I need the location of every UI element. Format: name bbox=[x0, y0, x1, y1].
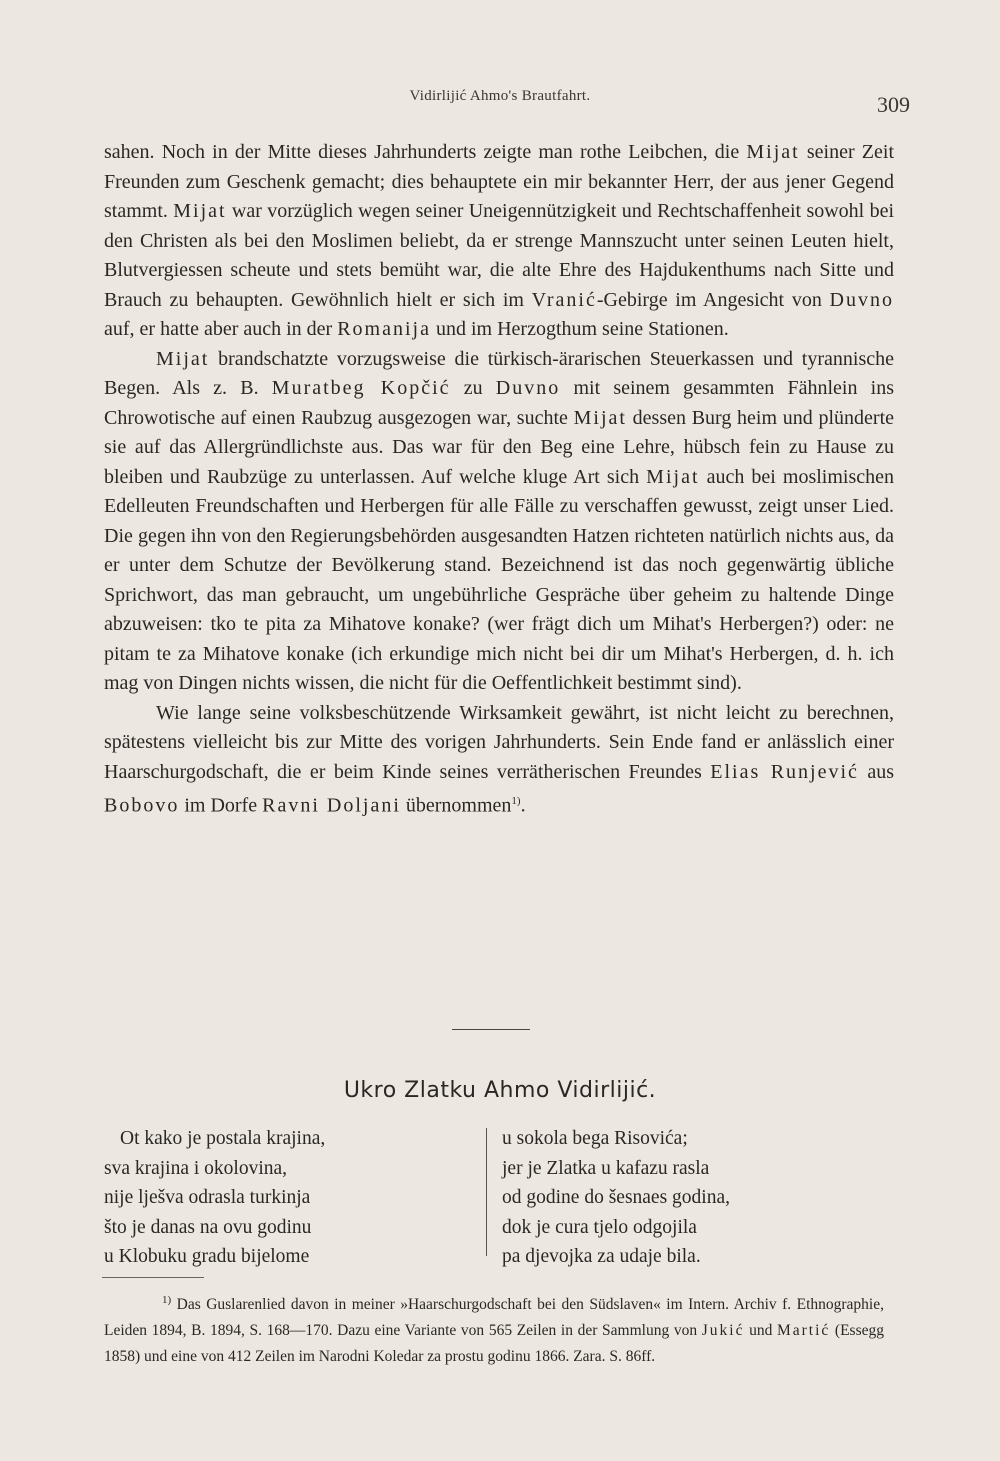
spaced-name: Romanija bbox=[337, 318, 431, 340]
paragraph-2 bbox=[104, 345, 894, 699]
spaced-name: Elias Runjević bbox=[710, 760, 859, 783]
spaced-name: Mijat bbox=[746, 141, 800, 163]
text-run: dessen Burg heim und plünderte sie auf das Allergründlichste aus. Das war für den Beg eine Lehre, hübsch fein zu Hause zu bleiben und Raubzüge zu unterlassen. Auf welche kluge Art sich bbox=[104, 406, 894, 488]
body-text bbox=[104, 138, 894, 821]
poem-column-left bbox=[104, 1124, 460, 1272]
spaced-name: Mijat bbox=[173, 200, 227, 222]
poem-line: Ot kako je postala krajina, bbox=[120, 1128, 326, 1149]
text-run: mit seinem gesammten Fähnlein ins Chrowotische auf einen Raubzug ausgezogen war, suchte bbox=[104, 377, 894, 429]
spaced-name: Jukić bbox=[701, 1322, 745, 1340]
text-run: aus bbox=[858, 760, 894, 783]
poem-line: dok je cura tjelo odgojila bbox=[502, 1216, 697, 1238]
poem-line: od godine do šesnaes godina, bbox=[502, 1187, 731, 1208]
text-run: und bbox=[744, 1322, 777, 1340]
text-run: war vorzüglich wegen seiner Uneigennützigkeit und Rechtschaffenheit sowohl bei den Christen als bei den Moslimen beliebt, da er strenge Mannszucht unter seinen Leuten hielt, Blutvergiessen scheute und stets bemüht war, die alte Ehre des Hajdukenthums nach Sitte und Brauch zu behaupten. Gewöhnlich hielt er sich im bbox=[104, 200, 894, 311]
text-run: und im Herzogthum seine Stationen. bbox=[430, 318, 729, 340]
text-run: auf, er hatte aber auch in der bbox=[104, 318, 338, 340]
paragraph-1 bbox=[104, 138, 894, 345]
footnotes bbox=[104, 1287, 884, 1370]
spaced-name: Martić bbox=[776, 1322, 831, 1340]
spaced-name: Bobovo bbox=[104, 794, 180, 817]
poem-column-divider bbox=[486, 1128, 487, 1256]
spaced-name: Duvno bbox=[829, 288, 894, 311]
poem-line: u sokola bega Risovića; bbox=[502, 1128, 688, 1149]
spaced-name: Duvno bbox=[495, 377, 561, 399]
text-run: . bbox=[520, 794, 526, 817]
text-run: übernommen bbox=[400, 794, 512, 817]
footnote-ref: 1) bbox=[511, 795, 521, 807]
page-number: 309 bbox=[877, 92, 910, 117]
poem-line: što je danas na ovu godinu bbox=[104, 1216, 312, 1238]
poem-line: jer je Zlatka u kafazu rasla bbox=[502, 1157, 710, 1179]
poem-line: nije lješva odrasla turkinja bbox=[104, 1187, 311, 1208]
text-run: Wie lange seine volksbeschützende Wirksamkeit gewährt, ist nicht leicht zu berechnen, spätestens vielleicht bis zur Mitte des vorigen Jahrhunderts. Sein Ende fand er anlässlich einer Haarschurgodschaft, die er beim Kinde seines verrätherischen Freundes bbox=[104, 701, 894, 783]
spaced-name: Mijat bbox=[646, 465, 700, 488]
text-run: zu bbox=[450, 377, 496, 399]
text-run: brandschatzte vorzugsweise die türkisch-ärarischen Steuerkassen und tyrannische Begen. Als z. B. bbox=[104, 347, 894, 399]
text-run: -Gebirge im Angesicht von bbox=[596, 288, 830, 311]
footnote-rule bbox=[102, 1277, 204, 1278]
text-run: auch bei moslimischen Edelleuten Freundschaften und Herbergen für alle Fälle zu verschaffen gewusst, zeigt unser Lied. Die gegen ihn von den Regierungsbehörden ausgesandten Hatzen richteten natürlich nichts aus, da er unter dem Schutze der Bevölkerung stand. Bezeichnend ist das noch gegenwärtig übliche Sprichwort, das man gebraucht, um ungebührliche Gespräche über geheim zu haltende Dinge abzuweisen: tko te pita za Mihatove konake? (wer frägt dich um Mihat's Herbergen?) oder: ne pitam te za Mihatove konake (ich erkundige mich nicht bei dir um Mihat's Herbergen, d. h. ich mag von Dingen nichts wissen, die nicht für die Oeffentlichkeit bestimmt sind). bbox=[104, 465, 894, 694]
running-head: Vidirlijić Ahmo's Brautfahrt. bbox=[409, 88, 591, 104]
poem-line: pa djevojka za udaje bila. bbox=[502, 1246, 701, 1267]
text-run: Das Guslarenlied davon in meiner »Haarschurgodschaft bei den Südslaven« im Intern. Archiv f. Ethnographie, Leiden 1894, B. 1894, S. 168—170. Dazu eine Variante von 565 Zeilen in der Sammlung von bbox=[104, 1296, 884, 1340]
section-rule bbox=[452, 1029, 530, 1030]
spaced-name: Mijat bbox=[573, 406, 627, 429]
text-run: sahen. Noch in der Mitte dieses Jahrhunderts zeigte man rothe Leibchen, die bbox=[104, 141, 747, 163]
poem-line: sva krajina i okolovina, bbox=[104, 1157, 288, 1179]
footnote-1 bbox=[104, 1287, 884, 1370]
text-run: im Dorfe bbox=[179, 794, 263, 817]
footnote-mark: 1) bbox=[162, 1294, 172, 1306]
text-run: (Essegg 1858) und eine von 412 Zeilen im Narodni Koledar za prostu godinu 1866. Zara. S. 86ff. bbox=[104, 1322, 885, 1366]
spaced-name: Vranić bbox=[531, 288, 597, 311]
poem-line: u Klobuku gradu bijelome bbox=[104, 1246, 310, 1267]
poem-column-right bbox=[502, 1124, 822, 1272]
text-run: seiner Zeit Freunden zum Geschenk gemacht; dies behauptete ein mir bekannter Herr, der aus jener Gegend stammt. bbox=[104, 141, 894, 222]
paragraph-3 bbox=[104, 699, 894, 822]
poem-title: Ukro Zlatku Ahmo Vidirlijić. bbox=[343, 1078, 657, 1103]
spaced-name: Muratbeg Kopčić bbox=[271, 377, 451, 399]
spaced-name: Mijat bbox=[156, 347, 210, 370]
spaced-name: Ravni Doljani bbox=[262, 794, 401, 817]
